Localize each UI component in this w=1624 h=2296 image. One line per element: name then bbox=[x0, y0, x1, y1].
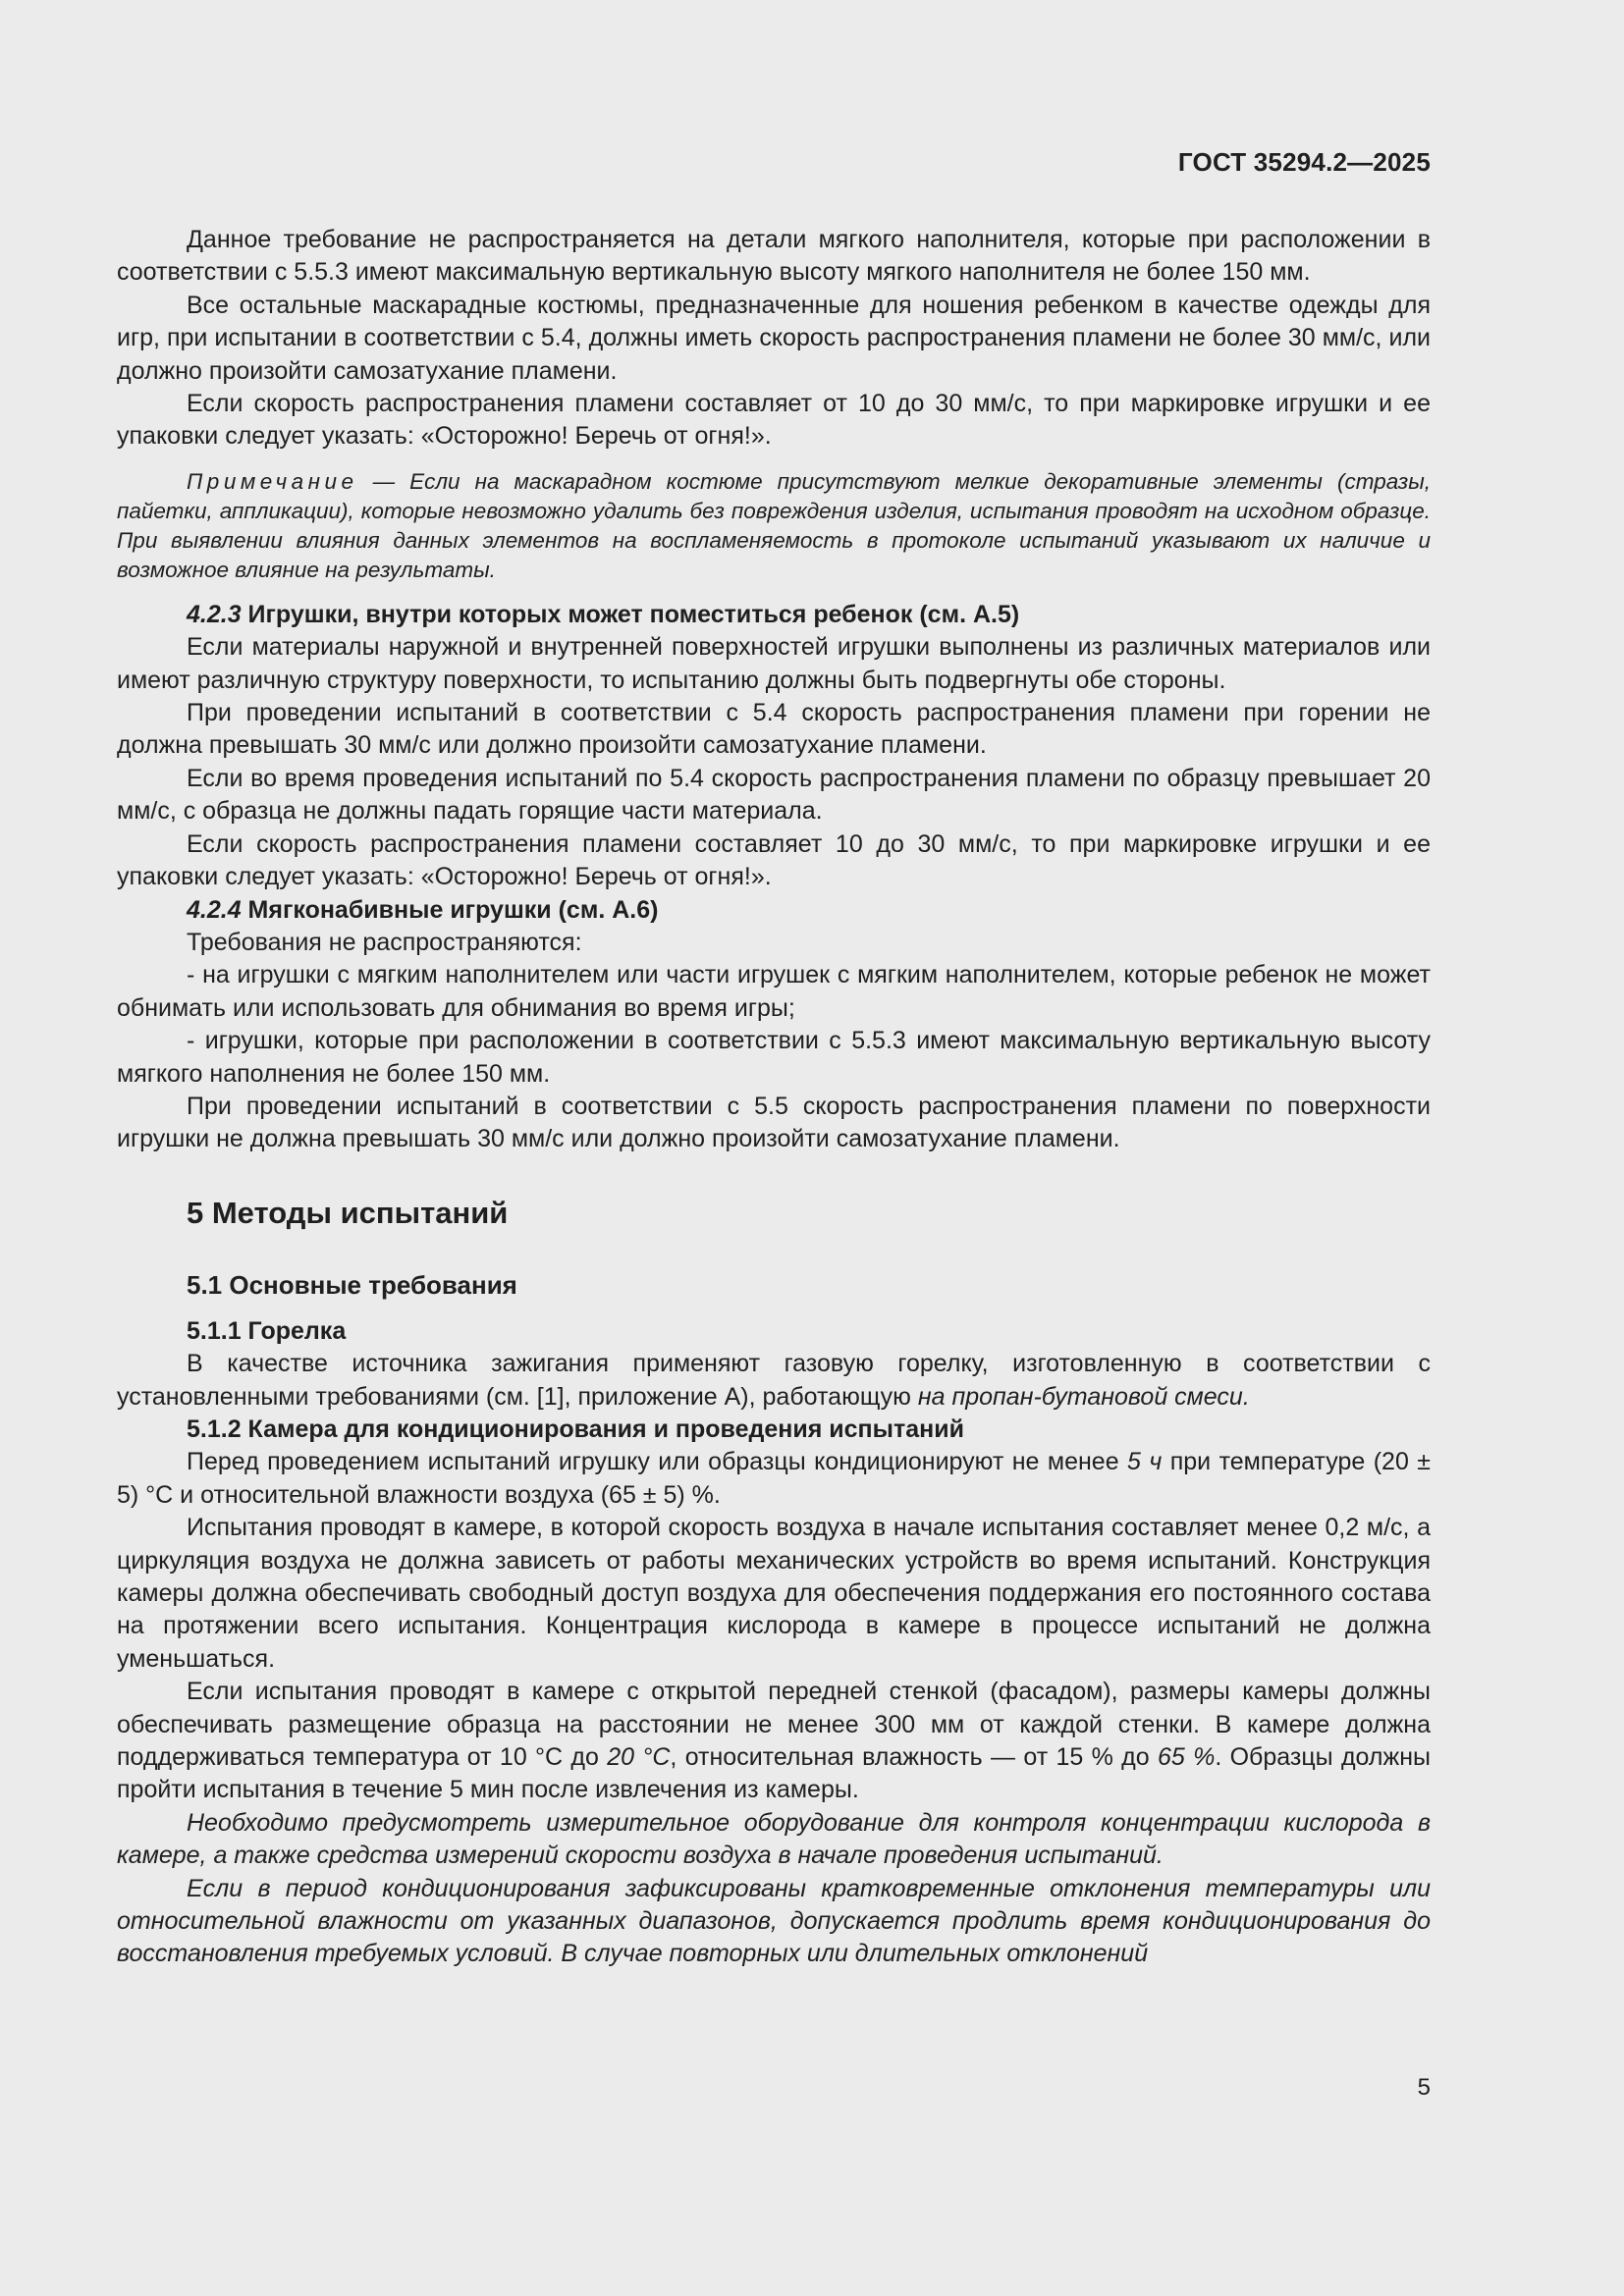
paragraph-text: при температуре (20 ± 5) °С и относительной влажности воздуха (65 ± 5) %. bbox=[117, 1448, 1431, 1509]
list-item: - игрушки, которые при расположении в соответствии с 5.5.3 имеют максимальную вертикальную высоту мягкого наполнения не более 150 мм. bbox=[117, 1027, 1431, 1088]
note-paragraph bbox=[117, 467, 1431, 585]
paragraph-text: В качестве источника зажигания применяют газовую горелку, изготовленную в соответствии с установленными требованиями (см. [1], приложение А), работающую bbox=[117, 1350, 1431, 1411]
subsection-title: Мягконабивные игрушки (см. А.6) bbox=[241, 895, 659, 924]
clause-heading: 5.1.1 Горелка bbox=[187, 1316, 347, 1345]
section-heading: 5 Методы испытаний bbox=[187, 1195, 509, 1230]
paragraph-italic: Необходимо предусмотреть измерительное оборудование для контроля концентрации кислорода в камере, а также средства измерений скорости воздуха в начале проведения испытаний. bbox=[117, 1808, 1431, 1870]
paragraph-text: Если испытания проводят в камере с открытой передней стенкой (фасадом), размеры камеры должны обеспечивать размещение образца на расстоянии не менее 300 мм от каждой стенки. В камере должна поддерживаться температура от 10 °С до bbox=[117, 1678, 1431, 1772]
subsection-number: 4.2.3 bbox=[187, 600, 242, 628]
paragraph-italic: 65 % bbox=[1157, 1743, 1216, 1772]
page-number: 5 bbox=[1417, 2074, 1431, 2101]
note-label: Примечание bbox=[187, 468, 358, 494]
page-content bbox=[117, 224, 1431, 1971]
subsection-number: 4.2.4 bbox=[187, 895, 242, 924]
paragraph bbox=[117, 1676, 1431, 1807]
paragraph: Если во время проведения испытаний по 5.4 скорость распространения пламени по образцу превышает 20 мм/с, с образца не должны падать горящие части материала. bbox=[117, 764, 1431, 826]
paragraph-italic: 20 °С bbox=[607, 1743, 671, 1772]
paragraph: Если скорость распространения пламени составляет 10 до 30 мм/с, то при маркировке игрушки и ее упаковки следует указать: «Осторожно! Беречь от огня!». bbox=[117, 829, 1431, 891]
paragraph bbox=[117, 1348, 1431, 1414]
paragraph-italic: Если в период кондиционирования зафиксированы кратковременные отклонения температуры или относительной влажности от указанных диапазонов, допускается продлить время кондиционирования до восстановления требуемых условий. В случае повторных или длительных отклонений bbox=[117, 1874, 1431, 1968]
paragraph bbox=[117, 1446, 1431, 1512]
paragraph: Если материалы наружной и внутренней поверхностей игрушки выполнены из различных материалов или имеют различную структуру поверхности, то испытанию должны быть подвергнуты обе стороны. bbox=[117, 633, 1431, 694]
note-text: — Если на маскарадном костюме присутствуют мелкие декоративные элементы (стразы, пайетки, аппликации), которые невозможно удалить без повреждения изделия, испытания проводят на исходном образце. При выявлении влияния данных элементов на воспламеняемость в протоколе испытаний указывают их наличие и возможное влияние на результаты. bbox=[117, 468, 1431, 582]
subsection-title: Игрушки, внутри которых может поместиться ребенок (см. А.5) bbox=[241, 600, 1020, 628]
paragraph-text: Перед проведением испытаний игрушку или образцы кондиционируют не менее bbox=[187, 1448, 1128, 1476]
document-header: ГОСТ 35294.2—2025 bbox=[1177, 147, 1431, 177]
paragraph-text: . Образцы должны пройти испытания в течение 5 мин после извлечения из камеры. bbox=[117, 1743, 1431, 1804]
paragraph-italic: на пропан-бутановой смеси. bbox=[917, 1382, 1250, 1411]
paragraph: Если скорость распространения пламени составляет от 10 до 30 мм/с, то при маркировке игрушки и ее упаковки следует указать: «Осторожно! Беречь от огня!». bbox=[117, 390, 1431, 451]
subsection-heading bbox=[117, 894, 1431, 927]
list-item: - на игрушки с мягким наполнителем или части игрушек с мягким наполнителем, которые ребенок не может обнимать или использовать для обнимания во время игры; bbox=[117, 961, 1431, 1022]
paragraph: При проведении испытаний в соответствии с 5.5 скорость распространения пламени по поверхности игрушки не должна превышать 30 мм/с или должно произойти самозатухание пламени. bbox=[117, 1092, 1431, 1153]
paragraph: Испытания проводят в камере, в которой скорость воздуха в начале испытания составляет менее 0,2 м/с, а циркуляция воздуха не должна зависеть от работы механических устройств во время испытаний. Конструкция камеры должна обеспечивать свободный доступ воздуха для обеспечения поддержания его постоянного состава на протяжении всего испытания. Концентрация кислорода в камере в процессе испытаний не должна уменьшаться. bbox=[117, 1514, 1431, 1673]
subsection-heading: 5.1 Основные требования bbox=[187, 1269, 517, 1300]
clause-heading: 5.1.2 Камера для кондиционирования и проведения испытаний bbox=[187, 1415, 964, 1443]
paragraph: Данное требование не распространяется на детали мягкого наполнителя, которые при расположении в соответствии с 5.5.3 имеют максимальную вертикальную высоту мягкого наполнителя не более 150 мм. bbox=[117, 226, 1431, 287]
paragraph-italic: 5 ч bbox=[1127, 1448, 1163, 1476]
paragraph: Все остальные маскарадные костюмы, предназначенные для ношения ребенком в качестве одежды для игр, при испытании в соответствии с 5.4, должны иметь скорость распространения пламени не более 30 мм/с, или должно произойти самозатухание пламени. bbox=[117, 291, 1431, 385]
paragraph-text: , относительная влажность — от 15 % до bbox=[670, 1743, 1158, 1772]
paragraph: Требования не распространяются: bbox=[187, 928, 582, 956]
subsection-heading bbox=[117, 599, 1431, 631]
paragraph: При проведении испытаний в соответствии с 5.4 скорость распространения пламени при горении не должна превышать 30 мм/с или должно произойти самозатухание пламени. bbox=[117, 699, 1431, 760]
